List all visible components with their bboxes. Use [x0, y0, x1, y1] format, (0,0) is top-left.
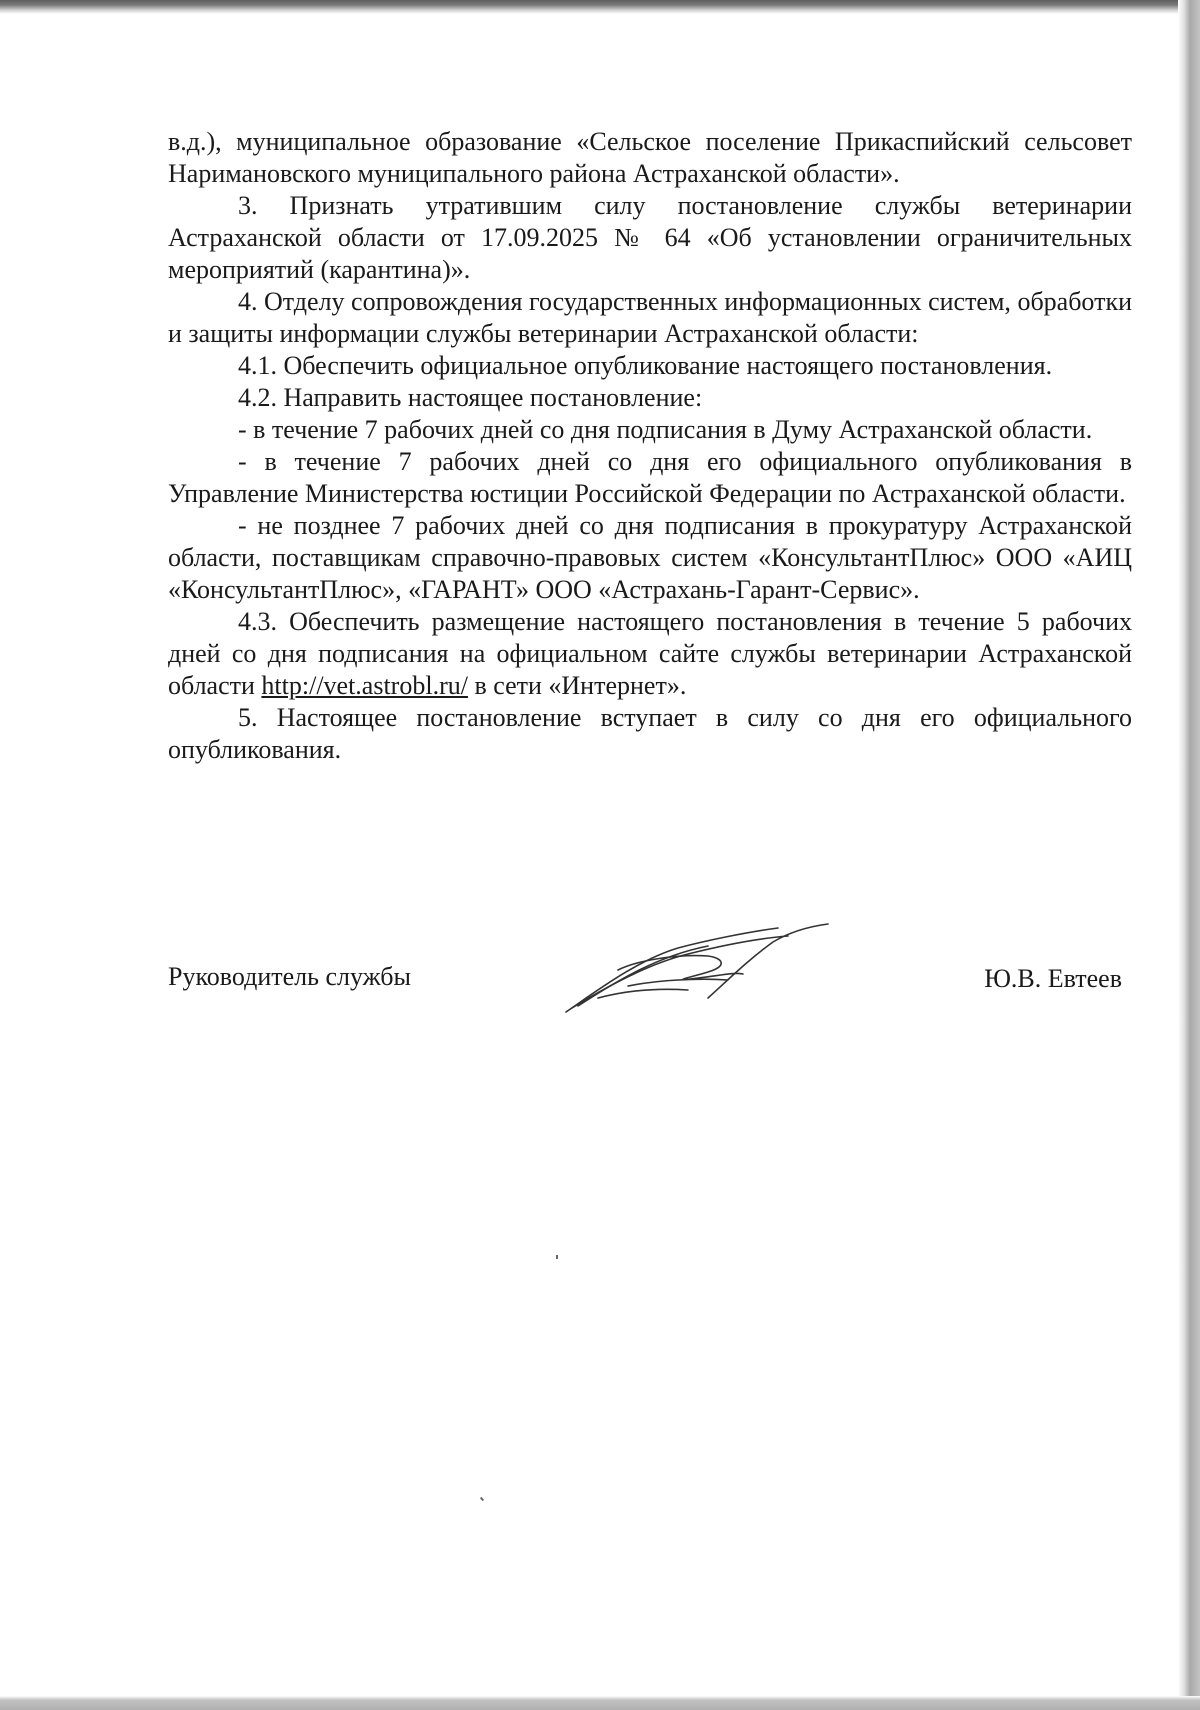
signature-block: [168, 950, 1132, 1050]
list-item-duma: - в течение 7 рабочих дней со дня подписания в Думу Астраханской области.: [238, 415, 1093, 444]
signer-name: Ю.В. Евтеев: [984, 964, 1122, 993]
paragraph-4: 4. Отделу сопровождения государственных информационных систем, обработки и защиты информации службы ветеринарии Астраханской области:: [168, 287, 1132, 348]
paragraph-4-3-tail: в сети «Интернет».: [467, 671, 687, 700]
document-body: [168, 126, 1132, 766]
list-item-ministry: - в течение 7 рабочих дней со дня его официального опубликования в Управление Министерства юстиции Российской Федерации по Астраханской области.: [168, 447, 1132, 508]
paragraph-4-2: 4.2. Направить настоящее постановление:: [238, 383, 703, 412]
paragraph-4-3: [168, 606, 1132, 702]
paragraph-4-3-text: 4.3. Обеспечить размещение настоящего постановления в течение 5 рабочих дней со дня подписания на официальном сайте службы ветеринарии Астраханской области: [168, 607, 1132, 700]
list-item-prosecutor: - не позднее 7 рабочих дней со дня подписания в прокуратуру Астраханской области, поставщикам справочно-правовых систем «КонсультантПлюс» ООО «АИЦ «КонсультантПлюс», «ГАРАНТ» ООО «Астрахань-Гарант-Сервис».: [168, 511, 1132, 604]
handwritten-signature: [558, 920, 858, 1020]
scan-right-edge: [1178, 0, 1200, 1710]
signer-title: Руководитель службы: [168, 962, 411, 991]
paragraph-5: 5. Настоящее постановление вступает в силу со дня его официального опубликования.: [168, 703, 1132, 764]
scan-top-edge: [0, 0, 1200, 14]
paragraph-3: 3. Признать утратившим силу постановление службы ветеринарии Астраханской области от 17.09.2025 № 64 «Об установлении ограничительных мероприятий (карантина)».: [168, 191, 1132, 284]
scan-speck: [480, 1497, 484, 1501]
paragraph-continuation: в.д.), муниципальное образование «Сельское поселение Прикаспийский сельсовет Наримановского муниципального района Астраханской области».: [168, 127, 1132, 188]
scan-speck: [556, 1255, 558, 1259]
paragraph-4-1: 4.1. Обеспечить официальное опубликование настоящего постановления.: [238, 351, 1053, 380]
website-link[interactable]: http://vet.astrobl.ru/: [261, 671, 468, 700]
scan-bottom-edge: [0, 1696, 1200, 1710]
